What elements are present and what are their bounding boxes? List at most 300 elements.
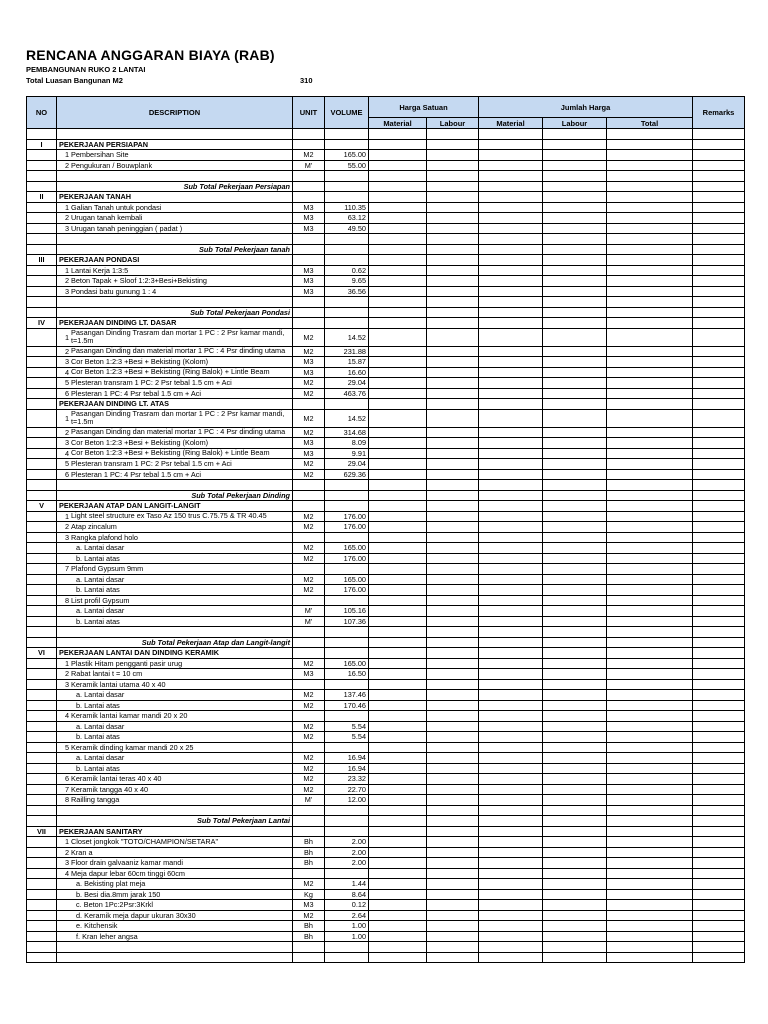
row-volume — [325, 532, 369, 543]
row-unit: M3 — [293, 202, 325, 213]
row-volume — [325, 816, 369, 827]
row-jumlah-total — [607, 388, 693, 399]
row-harga-material — [369, 721, 427, 732]
row-harga-material — [369, 409, 427, 427]
row-jumlah-labour — [543, 427, 607, 438]
row-jumlah-material — [479, 616, 543, 627]
row-harga-material — [369, 223, 427, 234]
row-jumlah-labour — [543, 858, 607, 869]
row-description — [57, 837, 293, 848]
row-harga-material — [369, 213, 427, 224]
row-remarks — [693, 367, 745, 378]
row-volume: 105.16 — [325, 606, 369, 617]
row-description — [57, 732, 293, 743]
item-number: 3 — [64, 679, 69, 689]
item-text: Plesteran 1 PC: 4 Psr tebal 1.5 cm + Aci — [71, 388, 201, 398]
row-volume: 2.00 — [325, 847, 369, 858]
row-jumlah-total — [607, 847, 693, 858]
item-number: 6 — [64, 388, 69, 398]
row-harga-material — [369, 265, 427, 276]
row-harga-material — [369, 900, 427, 911]
item-text: b. Besi dia.8mm jarak 150 — [76, 889, 161, 899]
row-volume: 29.04 — [325, 459, 369, 470]
section-row — [27, 139, 745, 150]
row-harga-material — [369, 244, 427, 255]
row-jumlah-labour — [543, 763, 607, 774]
row-volume: 9.91 — [325, 448, 369, 459]
row-jumlah-labour — [543, 543, 607, 554]
row-description — [57, 438, 293, 449]
row-remarks — [693, 160, 745, 171]
row-jumlah-material — [479, 763, 543, 774]
table-row — [27, 616, 745, 627]
row-volume — [325, 595, 369, 606]
row-harga-material — [369, 826, 427, 837]
item-text: Meja dapur lebar 60cm tinggi 60cm — [71, 868, 185, 878]
row-harga-material — [369, 459, 427, 470]
row-harga-labour — [427, 637, 479, 648]
table-row — [27, 286, 745, 297]
row-jumlah-material — [479, 328, 543, 346]
row-jumlah-labour — [543, 150, 607, 161]
table-row — [27, 711, 745, 722]
row-harga-labour — [427, 244, 479, 255]
table-row — [27, 129, 745, 140]
item-number: 2 — [64, 213, 69, 223]
row-no — [27, 553, 57, 564]
row-volume — [325, 742, 369, 753]
row-no — [27, 847, 57, 858]
row-harga-labour — [427, 952, 479, 963]
row-description — [57, 574, 293, 585]
col-material: Material — [369, 118, 427, 129]
row-harga-material — [369, 192, 427, 203]
row-no — [27, 574, 57, 585]
item-text: Pasangan Dinding Trasram dan mortar 1 PC : 2 Psr kamar mandi, t=1.5m — [71, 409, 285, 426]
table-row — [27, 357, 745, 368]
row-remarks — [693, 753, 745, 764]
row-unit — [293, 952, 325, 963]
row-jumlah-labour — [543, 574, 607, 585]
row-jumlah-labour — [543, 784, 607, 795]
row-remarks — [693, 459, 745, 470]
row-remarks — [693, 328, 745, 346]
row-jumlah-total — [607, 952, 693, 963]
row-description — [57, 543, 293, 554]
row-volume — [325, 501, 369, 512]
row-volume — [325, 255, 369, 266]
row-jumlah-material — [479, 700, 543, 711]
row-jumlah-material — [479, 286, 543, 297]
row-jumlah-total — [607, 637, 693, 648]
row-remarks — [693, 595, 745, 606]
row-remarks — [693, 357, 745, 368]
row-remarks — [693, 826, 745, 837]
row-unit — [293, 679, 325, 690]
row-unit — [293, 307, 325, 318]
row-jumlah-total — [607, 234, 693, 245]
row-harga-labour — [427, 255, 479, 266]
row-no: I — [27, 139, 57, 150]
row-jumlah-labour — [543, 448, 607, 459]
row-remarks — [693, 742, 745, 753]
col-harga-satuan: Harga Satuan — [369, 97, 479, 118]
row-volume: 16.94 — [325, 753, 369, 764]
row-no — [27, 900, 57, 911]
row-jumlah-total — [607, 910, 693, 921]
row-no — [27, 346, 57, 357]
row-no — [27, 690, 57, 701]
row-jumlah-material — [479, 669, 543, 680]
item-text: Light steel structure ex Taso Az 150 trus C.75.75 & TR 40.45 — [71, 511, 267, 520]
area-label: Total Luasan Bangunan M2 — [26, 76, 123, 85]
row-harga-material — [369, 910, 427, 921]
row-unit — [293, 139, 325, 150]
row-jumlah-total — [607, 346, 693, 357]
row-jumlah-total — [607, 181, 693, 192]
item-text: d. Keramik meja dapur ukuran 30x30 — [76, 910, 196, 920]
row-unit — [293, 564, 325, 575]
table-row — [27, 522, 745, 533]
row-description — [57, 223, 293, 234]
row-description — [57, 616, 293, 627]
row-volume — [325, 171, 369, 182]
row-unit: M3 — [293, 213, 325, 224]
row-no — [27, 409, 57, 427]
row-jumlah-material — [479, 784, 543, 795]
item-wrap — [59, 512, 290, 521]
row-jumlah-total — [607, 367, 693, 378]
document-title: RENCANA ANGGARAN BIAYA (RAB) — [26, 47, 275, 63]
item-text: Atap zincalum — [71, 522, 117, 532]
row-jumlah-labour — [543, 276, 607, 287]
row-no — [27, 616, 57, 627]
row-description — [57, 522, 293, 533]
col-remarks: Remarks — [693, 97, 745, 129]
row-harga-labour — [427, 469, 479, 480]
row-jumlah-total — [607, 511, 693, 522]
col-jumlah-harga: Jumlah Harga — [479, 97, 693, 118]
item-text: Kran a — [71, 847, 93, 857]
row-description — [57, 774, 293, 785]
row-volume — [325, 805, 369, 816]
row-jumlah-labour — [543, 553, 607, 564]
row-no — [27, 129, 57, 140]
table-row — [27, 921, 745, 932]
row-unit: M3 — [293, 223, 325, 234]
item-text: Pengukuran / Bouwplank — [71, 160, 153, 170]
row-jumlah-labour — [543, 910, 607, 921]
row-volume: 463.76 — [325, 388, 369, 399]
table-row — [27, 574, 745, 585]
row-harga-labour — [427, 721, 479, 732]
item-text: a. Lantai dasar — [76, 606, 125, 616]
row-jumlah-total — [607, 480, 693, 491]
row-no — [27, 378, 57, 389]
row-harga-labour — [427, 328, 479, 346]
row-remarks — [693, 616, 745, 627]
table-row — [27, 459, 745, 470]
item-text: Pasangan Dinding dan material mortar 1 PC : 4 Psr dinding utama — [71, 346, 286, 355]
row-remarks — [693, 858, 745, 869]
row-jumlah-material — [479, 234, 543, 245]
row-jumlah-total — [607, 265, 693, 276]
row-jumlah-material — [479, 511, 543, 522]
row-jumlah-total — [607, 409, 693, 427]
row-jumlah-labour — [543, 328, 607, 346]
table-row — [27, 564, 745, 575]
row-jumlah-labour — [543, 742, 607, 753]
row-no — [27, 837, 57, 848]
row-jumlah-total — [607, 150, 693, 161]
item-number: 1 — [64, 265, 69, 275]
item-number: 8 — [64, 595, 69, 605]
row-description: PEKERJAAN LANTAI DAN DINDING KERAMIK — [57, 648, 293, 659]
row-harga-material — [369, 711, 427, 722]
row-harga-material — [369, 574, 427, 585]
row-jumlah-labour — [543, 679, 607, 690]
row-description — [57, 910, 293, 921]
row-description — [57, 286, 293, 297]
row-jumlah-labour — [543, 378, 607, 389]
item-number: 5 — [64, 742, 69, 752]
row-jumlah-material — [479, 318, 543, 329]
row-no — [27, 438, 57, 449]
row-harga-labour — [427, 438, 479, 449]
item-text: Urugan tanah kembali — [71, 213, 143, 223]
row-jumlah-labour — [543, 511, 607, 522]
row-no — [27, 858, 57, 869]
row-harga-labour — [427, 742, 479, 753]
row-description — [57, 346, 293, 357]
row-harga-labour — [427, 297, 479, 308]
row-unit: M2 — [293, 774, 325, 785]
row-description — [57, 129, 293, 140]
row-remarks — [693, 139, 745, 150]
row-description: PEKERJAAN ATAP DAN LANGIT-LANGIT — [57, 501, 293, 512]
row-jumlah-material — [479, 858, 543, 869]
row-jumlah-material — [479, 805, 543, 816]
row-jumlah-labour — [543, 459, 607, 470]
row-harga-material — [369, 202, 427, 213]
row-description — [57, 868, 293, 879]
row-no — [27, 244, 57, 255]
row-volume — [325, 181, 369, 192]
row-volume — [325, 129, 369, 140]
row-harga-material — [369, 357, 427, 368]
item-text: Pasangan Dinding Trasram dan mortar 1 PC : 2 Psr kamar mandi, t=1.5m — [71, 328, 285, 345]
row-unit: Bh — [293, 931, 325, 942]
row-description: PEKERJAAN PONDASI — [57, 255, 293, 266]
table-row — [27, 763, 745, 774]
row-jumlah-total — [607, 679, 693, 690]
row-description — [57, 753, 293, 764]
table-row — [27, 700, 745, 711]
row-harga-labour — [427, 522, 479, 533]
item-text: Cor Beton 1:2:3 +Besi + Bekisting (Kolom) — [71, 357, 209, 367]
row-description — [57, 234, 293, 245]
row-jumlah-labour — [543, 721, 607, 732]
row-volume — [325, 868, 369, 879]
row-description — [57, 805, 293, 816]
row-harga-labour — [427, 409, 479, 427]
row-jumlah-material — [479, 732, 543, 743]
row-harga-labour — [427, 606, 479, 617]
row-remarks — [693, 346, 745, 357]
row-unit: M2 — [293, 328, 325, 346]
row-description — [57, 480, 293, 491]
row-harga-labour — [427, 202, 479, 213]
row-unit — [293, 192, 325, 203]
row-jumlah-total — [607, 244, 693, 255]
item-text: Keramik lantai utama 40 x 40 — [71, 679, 166, 689]
row-harga-labour — [427, 564, 479, 575]
row-harga-labour — [427, 543, 479, 554]
row-no — [27, 637, 57, 648]
row-volume — [325, 826, 369, 837]
row-harga-labour — [427, 234, 479, 245]
col-labour: Labour — [427, 118, 479, 129]
row-harga-material — [369, 921, 427, 932]
row-remarks — [693, 244, 745, 255]
row-description — [57, 879, 293, 890]
row-unit: M2 — [293, 409, 325, 427]
row-volume: 16.50 — [325, 669, 369, 680]
row-jumlah-total — [607, 490, 693, 501]
table-row — [27, 658, 745, 669]
row-jumlah-total — [607, 378, 693, 389]
row-harga-labour — [427, 318, 479, 329]
row-description — [57, 606, 293, 617]
table-row — [27, 532, 745, 543]
row-jumlah-total — [607, 202, 693, 213]
row-jumlah-total — [607, 921, 693, 932]
row-unit: M' — [293, 606, 325, 617]
row-unit: M2 — [293, 690, 325, 701]
row-jumlah-material — [479, 564, 543, 575]
row-harga-material — [369, 543, 427, 554]
row-description — [57, 669, 293, 680]
row-no — [27, 816, 57, 827]
row-harga-labour — [427, 889, 479, 900]
row-remarks — [693, 585, 745, 596]
row-description — [57, 627, 293, 638]
row-description — [57, 763, 293, 774]
row-jumlah-labour — [543, 490, 607, 501]
row-jumlah-labour — [543, 255, 607, 266]
row-description — [57, 276, 293, 287]
row-harga-material — [369, 679, 427, 690]
row-description — [57, 564, 293, 575]
row-harga-material — [369, 868, 427, 879]
row-no — [27, 543, 57, 554]
row-description — [57, 297, 293, 308]
item-text: List profil Gypsum — [71, 595, 130, 605]
row-jumlah-material — [479, 192, 543, 203]
row-harga-material — [369, 753, 427, 764]
row-jumlah-material — [479, 721, 543, 732]
row-volume: 176.00 — [325, 553, 369, 564]
row-no: IV — [27, 318, 57, 329]
row-volume: 0.12 — [325, 900, 369, 911]
row-unit: Bh — [293, 921, 325, 932]
row-harga-material — [369, 837, 427, 848]
row-jumlah-total — [607, 732, 693, 743]
row-no — [27, 879, 57, 890]
row-jumlah-labour — [543, 139, 607, 150]
row-harga-material — [369, 181, 427, 192]
row-no — [27, 658, 57, 669]
row-jumlah-labour — [543, 952, 607, 963]
row-no — [27, 721, 57, 732]
item-number: 3 — [64, 223, 69, 233]
row-harga-labour — [427, 826, 479, 837]
row-description: Sub Total Pekerjaan Pondasi — [57, 307, 293, 318]
row-no — [27, 367, 57, 378]
row-no — [27, 357, 57, 368]
row-remarks — [693, 658, 745, 669]
row-description — [57, 931, 293, 942]
row-remarks — [693, 931, 745, 942]
row-no — [27, 868, 57, 879]
row-harga-material — [369, 276, 427, 287]
row-harga-labour — [427, 276, 479, 287]
row-volume: 176.00 — [325, 511, 369, 522]
row-unit: Bh — [293, 847, 325, 858]
row-volume — [325, 244, 369, 255]
row-jumlah-labour — [543, 346, 607, 357]
row-harga-material — [369, 564, 427, 575]
row-unit — [293, 627, 325, 638]
item-wrap — [59, 368, 290, 377]
row-jumlah-total — [607, 595, 693, 606]
item-text: Closet jongkok "TOTO/CHAMPION/SETARA" — [71, 837, 219, 847]
row-description — [57, 357, 293, 368]
row-jumlah-material — [479, 480, 543, 491]
row-unit: M2 — [293, 150, 325, 161]
row-volume: 629.36 — [325, 469, 369, 480]
subtotal-row — [27, 307, 745, 318]
row-volume: 176.00 — [325, 522, 369, 533]
row-jumlah-material — [479, 553, 543, 564]
row-remarks — [693, 910, 745, 921]
row-harga-material — [369, 606, 427, 617]
row-volume: 14.52 — [325, 328, 369, 346]
row-no — [27, 921, 57, 932]
row-unit: M2 — [293, 543, 325, 554]
row-harga-labour — [427, 574, 479, 585]
row-volume: 29.04 — [325, 378, 369, 389]
row-jumlah-labour — [543, 501, 607, 512]
row-harga-labour — [427, 868, 479, 879]
row-remarks — [693, 574, 745, 585]
item-wrap — [59, 329, 290, 346]
row-jumlah-total — [607, 276, 693, 287]
row-unit: M2 — [293, 763, 325, 774]
row-jumlah-total — [607, 669, 693, 680]
row-no — [27, 532, 57, 543]
row-unit: M3 — [293, 367, 325, 378]
row-description — [57, 213, 293, 224]
row-volume: 8.09 — [325, 438, 369, 449]
row-jumlah-total — [607, 543, 693, 554]
row-jumlah-labour — [543, 900, 607, 911]
row-harga-material — [369, 847, 427, 858]
row-harga-labour — [427, 942, 479, 953]
row-remarks — [693, 265, 745, 276]
row-unit — [293, 711, 325, 722]
section-row — [27, 192, 745, 203]
